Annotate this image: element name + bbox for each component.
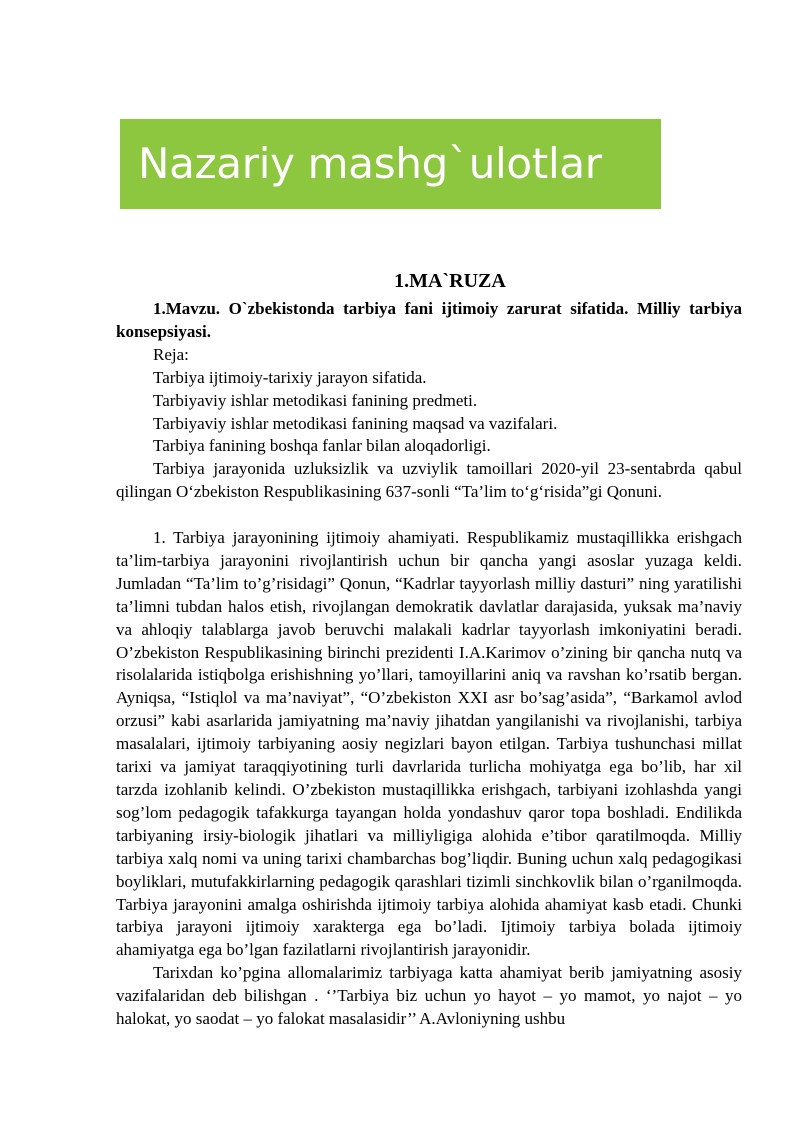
- intro-paragraph: Tarbiya jarayonida uzluksizlik va uzviylik tamoillari 2020-yil 23-sentabrda qabul qilingan O‘zbekiston Respublikasining 637-sonli “Ta’lim to‘g‘risida”gi Qonuni.: [116, 459, 742, 502]
- topic-heading: 1.Mavzu. O`zbekistonda tarbiya fani ijtimoiy zarurat sifatida. Milliy tarbiya konsepsiyasi.: [116, 299, 742, 341]
- banner-title: Nazariy mashg`ulotlar: [138, 139, 602, 188]
- section-1-paragraph: 1. Tarbiya jarayonining ijtimoiy ahamiyati. Respublikamiz mustaqillikka erishgach ta’lim-tarbiya jarayonini rivojlantirish uchun bir qancha yangi asoslar yuzaga keldi. Jumladan “Ta’lim to’g’risidagi” Qonun, “Kadrlar tayyorlash milliy dasturi” ning yaratilishi ta’limni tubdan halos etish, rivojlangan demokratik davlatlar darajasida, yuksak ma’naviy va ahloqiy talablarga javob beruvchi malakali kadrlar tayyorlash imkoniyatini beradi. O’zbekiston Respublikasining birinchi prezidenti I.A.Karimov o’zining bir qancha nutq va risolalarida istiqbolga erishishning yo’llari, tamoyillarini aniq va ravshan ko’rsatib bergan. Ayniqsa, “Istiqlol va ma’naviyat”, “O’zbekiston XXI asr bo’sag’asida”, “Barkamol avlod orzusi” kabi asarlarida jamiyatning ma’naviy jihatdan yangilanishi va rivojlanishi, tarbiya masalalari, ijtimoiy tarbiyaning aosiy negizlari bayon etilgan. Tarbiya tushunchasi millat tarixi va jamiyat taraqqiyotining turli davrlarida turlicha mohiyatga ega bo’lib, har xil tarzda izohlanib kelindi. O’zbekiston mustaqillikka erishgach, tarbiyani izohlashda yangi sog’lom pedagogik tafakkurga tayangan holda yondashuv qaror topa boshladi. Endilikda tarbiyaning irsiy-biologik jihatlari va milliyligiga alohida e’tibor qaratilmoqda. Milliy tarbiya xalq nomi va uning tarixi chambarchas bog’liqdir. Buning uchun xalq pedagogikasi boyliklari, mutufakkirlarning pedagogik qarashlari tizimli sinchkovlik bilan o’rganilmoqda. Tarbiya jarayonini amalga oshirishda ijtimoiy tarbiya alohida ahamiyat kasb etadi. Chunki tarbiya jarayoni ijtimoiy xarakterga ega bo’ladi. Ijtimoiy tarbiya bolada ijtimoiy ahamiyatga ega bo’lgan fazilatlarni rivojlantirish jarayonidir.: [116, 528, 742, 960]
- document-body: [116, 268, 742, 1031]
- plan-item: Tarbiyaviy ishlar metodikasi fanining predmeti.: [153, 390, 478, 410]
- plan-item: Tarbiya ijtimoiy-tarixiy jarayon sifatida.: [153, 367, 427, 387]
- plan-label: Reja:: [153, 344, 189, 364]
- plan-item: Tarbiya fanining boshqa fanlar bilan aloqadorligi.: [153, 436, 491, 456]
- section-banner: [120, 119, 661, 209]
- section-2-paragraph: Tarixdan ko’pgina allomalarimiz tarbiyaga katta ahamiyat berib jamiyatning asosiy vazifalaridan deb bilishgan . ‘’Tarbiya biz uchun yo hayot – yo mamot, yo najot – yo halokat, yo saodat – yo falokat masalasidir’’ A.Avloniyning ushbu: [116, 963, 742, 1029]
- blank-line: [116, 504, 742, 527]
- plan-item: Tarbiyaviy ishlar metodikasi fanining maqsad va vazifalari.: [153, 413, 558, 433]
- lecture-title: 1.MA`RUZA: [394, 270, 506, 292]
